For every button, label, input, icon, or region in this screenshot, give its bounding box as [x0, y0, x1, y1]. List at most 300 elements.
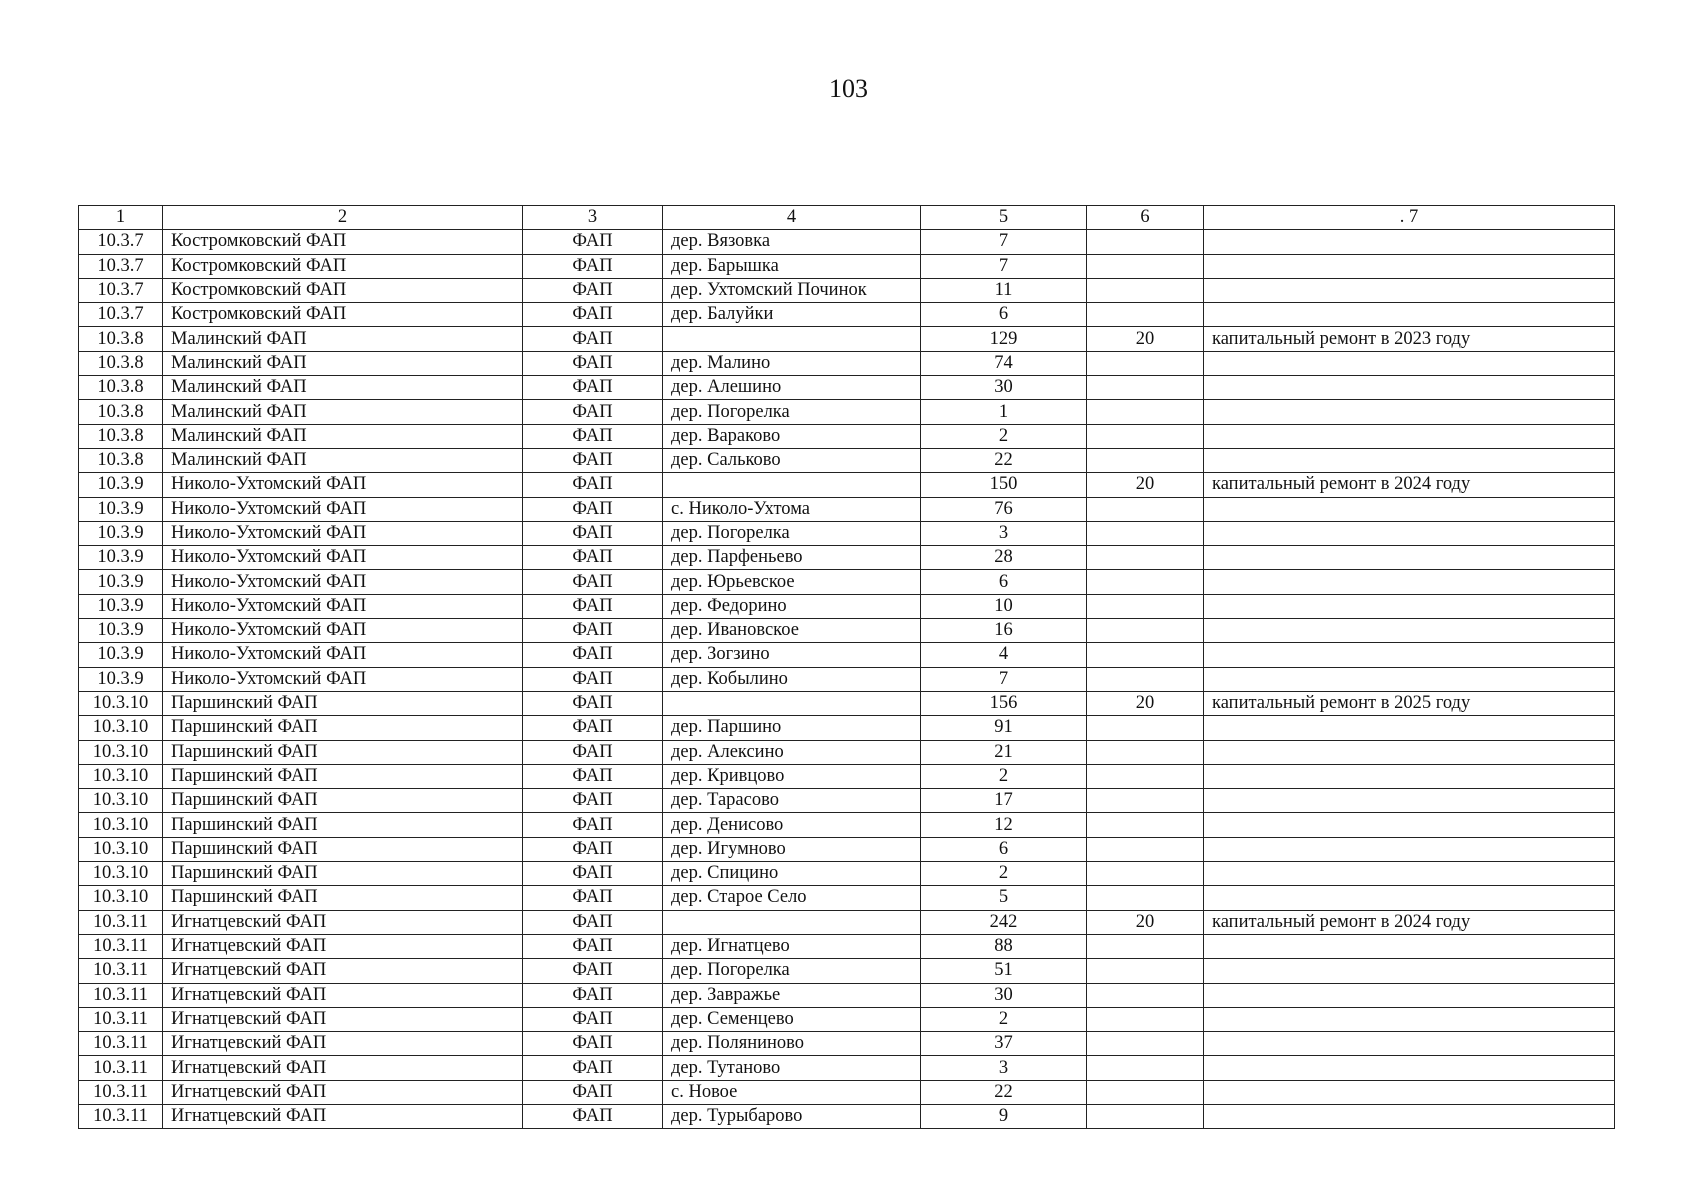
- item-number-cell: 10.3.9: [79, 667, 163, 691]
- table-row: [79, 327, 1615, 351]
- table-row: [79, 1056, 1615, 1080]
- settlement-cell: дер. Ухтомский Починок: [663, 278, 921, 302]
- note-cell: [1204, 813, 1615, 837]
- settlement-cell: дер. Паршино: [663, 716, 921, 740]
- cell-col6-cell: [1087, 837, 1204, 861]
- cell-col6-cell: [1087, 278, 1204, 302]
- facility-name-cell: Николо-Ухтомский ФАП: [163, 594, 523, 618]
- facility-name-cell: Малинский ФАП: [163, 424, 523, 448]
- table-row: [79, 910, 1615, 934]
- settlement-cell: дер. Погорелка: [663, 959, 921, 983]
- column-header: 2: [163, 206, 523, 230]
- population-cell: 2: [921, 764, 1087, 788]
- table-row: [79, 643, 1615, 667]
- note-cell: [1204, 837, 1615, 861]
- cell-col6-cell: [1087, 497, 1204, 521]
- facility-name-cell: Николо-Ухтомский ФАП: [163, 521, 523, 545]
- table-row: [79, 789, 1615, 813]
- facility-name-cell: Игнатцевский ФАП: [163, 1032, 523, 1056]
- cell-col6-cell: [1087, 764, 1204, 788]
- cell-col6-cell: [1087, 934, 1204, 958]
- facility-type-cell: ФАП: [523, 424, 663, 448]
- cell-col6-cell: 20: [1087, 691, 1204, 715]
- facility-type-cell: ФАП: [523, 351, 663, 375]
- population-cell: 5: [921, 886, 1087, 910]
- cell-col6-cell: [1087, 1056, 1204, 1080]
- cell-col6-cell: [1087, 376, 1204, 400]
- cell-col6-cell: [1087, 448, 1204, 472]
- facility-name-cell: Паршинский ФАП: [163, 862, 523, 886]
- settlement-cell: [663, 691, 921, 715]
- table-row: [79, 594, 1615, 618]
- table-row: [79, 1032, 1615, 1056]
- settlement-cell: [663, 910, 921, 934]
- note-cell: [1204, 764, 1615, 788]
- settlement-cell: с. Николо-Ухтома: [663, 497, 921, 521]
- population-cell: 22: [921, 448, 1087, 472]
- cell-col6-cell: [1087, 643, 1204, 667]
- table-row: [79, 619, 1615, 643]
- table-row: [79, 1007, 1615, 1031]
- table-row: [79, 497, 1615, 521]
- settlement-cell: дер. Юрьевское: [663, 570, 921, 594]
- population-cell: 7: [921, 230, 1087, 254]
- facility-table: [78, 205, 1615, 1129]
- item-number-cell: 10.3.10: [79, 764, 163, 788]
- note-cell: капитальный ремонт в 2024 году: [1204, 473, 1615, 497]
- note-cell: [1204, 667, 1615, 691]
- facility-type-cell: ФАП: [523, 254, 663, 278]
- column-header: . 7: [1204, 206, 1615, 230]
- cell-col6-cell: [1087, 789, 1204, 813]
- population-cell: 6: [921, 837, 1087, 861]
- settlement-cell: дер. Игумново: [663, 837, 921, 861]
- facility-name-cell: Малинский ФАП: [163, 448, 523, 472]
- table-row: [79, 691, 1615, 715]
- facility-type-cell: ФАП: [523, 497, 663, 521]
- item-number-cell: 10.3.11: [79, 934, 163, 958]
- item-number-cell: 10.3.9: [79, 521, 163, 545]
- item-number-cell: 10.3.11: [79, 983, 163, 1007]
- item-number-cell: 10.3.8: [79, 376, 163, 400]
- item-number-cell: 10.3.11: [79, 1007, 163, 1031]
- settlement-cell: дер. Тутаново: [663, 1056, 921, 1080]
- note-cell: [1204, 400, 1615, 424]
- settlement-cell: дер. Семенцево: [663, 1007, 921, 1031]
- cell-col6-cell: [1087, 1104, 1204, 1128]
- facility-type-cell: ФАП: [523, 546, 663, 570]
- facility-type-cell: ФАП: [523, 594, 663, 618]
- facility-name-cell: Николо-Ухтомский ФАП: [163, 667, 523, 691]
- cell-col6-cell: 20: [1087, 910, 1204, 934]
- facility-name-cell: Малинский ФАП: [163, 327, 523, 351]
- cell-col6-cell: [1087, 716, 1204, 740]
- settlement-cell: дер. Барышка: [663, 254, 921, 278]
- table-row: [79, 764, 1615, 788]
- facility-type-cell: ФАП: [523, 400, 663, 424]
- cell-col6-cell: 20: [1087, 327, 1204, 351]
- settlement-cell: дер. Старое Село: [663, 886, 921, 910]
- population-cell: 7: [921, 667, 1087, 691]
- table-row: [79, 983, 1615, 1007]
- settlement-cell: дер. Вязовка: [663, 230, 921, 254]
- facility-type-cell: ФАП: [523, 448, 663, 472]
- population-cell: 17: [921, 789, 1087, 813]
- facility-type-cell: ФАП: [523, 473, 663, 497]
- facility-name-cell: Николо-Ухтомский ФАП: [163, 619, 523, 643]
- note-cell: [1204, 643, 1615, 667]
- cell-col6-cell: [1087, 400, 1204, 424]
- facility-type-cell: ФАП: [523, 1007, 663, 1031]
- facility-type-cell: ФАП: [523, 1032, 663, 1056]
- facility-type-cell: ФАП: [523, 230, 663, 254]
- facility-name-cell: Малинский ФАП: [163, 351, 523, 375]
- table-row: [79, 351, 1615, 375]
- item-number-cell: 10.3.10: [79, 813, 163, 837]
- table-row: [79, 740, 1615, 764]
- note-cell: [1204, 546, 1615, 570]
- cell-col6-cell: [1087, 594, 1204, 618]
- facility-type-cell: ФАП: [523, 327, 663, 351]
- facility-name-cell: Игнатцевский ФАП: [163, 983, 523, 1007]
- cell-col6-cell: [1087, 570, 1204, 594]
- item-number-cell: 10.3.11: [79, 959, 163, 983]
- cell-col6-cell: [1087, 667, 1204, 691]
- table-row: [79, 254, 1615, 278]
- item-number-cell: 10.3.7: [79, 278, 163, 302]
- cell-col6-cell: [1087, 740, 1204, 764]
- cell-col6-cell: [1087, 521, 1204, 545]
- table-row: [79, 959, 1615, 983]
- item-number-cell: 10.3.9: [79, 643, 163, 667]
- population-cell: 74: [921, 351, 1087, 375]
- population-cell: 1: [921, 400, 1087, 424]
- facility-name-cell: Николо-Ухтомский ФАП: [163, 570, 523, 594]
- settlement-cell: дер. Малино: [663, 351, 921, 375]
- note-cell: [1204, 376, 1615, 400]
- settlement-cell: дер. Погорелка: [663, 400, 921, 424]
- facility-type-cell: ФАП: [523, 667, 663, 691]
- note-cell: [1204, 1007, 1615, 1031]
- table-row: [79, 230, 1615, 254]
- facility-type-cell: ФАП: [523, 862, 663, 886]
- facility-type-cell: ФАП: [523, 716, 663, 740]
- page-number: 103: [829, 74, 868, 103]
- note-cell: [1204, 959, 1615, 983]
- table-row: [79, 886, 1615, 910]
- population-cell: 76: [921, 497, 1087, 521]
- settlement-cell: дер. Кривцово: [663, 764, 921, 788]
- facility-type-cell: ФАП: [523, 837, 663, 861]
- note-cell: [1204, 1032, 1615, 1056]
- item-number-cell: 10.3.8: [79, 327, 163, 351]
- item-number-cell: 10.3.10: [79, 789, 163, 813]
- population-cell: 3: [921, 1056, 1087, 1080]
- settlement-cell: дер. Тарасово: [663, 789, 921, 813]
- settlement-cell: дер. Ивановское: [663, 619, 921, 643]
- settlement-cell: дер. Турыбарово: [663, 1104, 921, 1128]
- note-cell: [1204, 570, 1615, 594]
- facility-name-cell: Паршинский ФАП: [163, 764, 523, 788]
- population-cell: 37: [921, 1032, 1087, 1056]
- note-cell: [1204, 1056, 1615, 1080]
- facility-name-cell: Николо-Ухтомский ФАП: [163, 497, 523, 521]
- population-cell: 12: [921, 813, 1087, 837]
- item-number-cell: 10.3.10: [79, 691, 163, 715]
- item-number-cell: 10.3.8: [79, 448, 163, 472]
- header-row: [79, 206, 1615, 230]
- note-cell: [1204, 862, 1615, 886]
- facility-name-cell: Костромковский ФАП: [163, 254, 523, 278]
- settlement-cell: дер. Спицино: [663, 862, 921, 886]
- cell-col6-cell: [1087, 886, 1204, 910]
- population-cell: 6: [921, 303, 1087, 327]
- facility-name-cell: Игнатцевский ФАП: [163, 1056, 523, 1080]
- population-cell: 10: [921, 594, 1087, 618]
- column-header: 1: [79, 206, 163, 230]
- item-number-cell: 10.3.11: [79, 1032, 163, 1056]
- population-cell: 6: [921, 570, 1087, 594]
- facility-type-cell: ФАП: [523, 1080, 663, 1104]
- facility-type-cell: ФАП: [523, 376, 663, 400]
- note-cell: [1204, 886, 1615, 910]
- table-row: [79, 1080, 1615, 1104]
- facility-type-cell: ФАП: [523, 959, 663, 983]
- facility-name-cell: Паршинский ФАП: [163, 813, 523, 837]
- population-cell: 11: [921, 278, 1087, 302]
- facility-name-cell: Костромковский ФАП: [163, 303, 523, 327]
- item-number-cell: 10.3.8: [79, 400, 163, 424]
- settlement-cell: дер. Кобылино: [663, 667, 921, 691]
- population-cell: 28: [921, 546, 1087, 570]
- note-cell: [1204, 619, 1615, 643]
- facility-type-cell: ФАП: [523, 789, 663, 813]
- facility-name-cell: Малинский ФАП: [163, 376, 523, 400]
- item-number-cell: 10.3.10: [79, 740, 163, 764]
- population-cell: 16: [921, 619, 1087, 643]
- facility-type-cell: ФАП: [523, 619, 663, 643]
- cell-col6-cell: [1087, 546, 1204, 570]
- settlement-cell: дер. Алешино: [663, 376, 921, 400]
- table-body: [79, 230, 1615, 1129]
- facility-name-cell: Паршинский ФАП: [163, 886, 523, 910]
- column-header: 5: [921, 206, 1087, 230]
- facility-name-cell: Паршинский ФАП: [163, 691, 523, 715]
- facility-name-cell: Паршинский ФАП: [163, 837, 523, 861]
- population-cell: 2: [921, 862, 1087, 886]
- population-cell: 30: [921, 376, 1087, 400]
- facility-type-cell: ФАП: [523, 886, 663, 910]
- settlement-cell: дер. Вараково: [663, 424, 921, 448]
- table-row: [79, 837, 1615, 861]
- cell-col6-cell: [1087, 1080, 1204, 1104]
- population-cell: 21: [921, 740, 1087, 764]
- population-cell: 2: [921, 1007, 1087, 1031]
- facility-name-cell: Николо-Ухтомский ФАП: [163, 643, 523, 667]
- facility-name-cell: Игнатцевский ФАП: [163, 1104, 523, 1128]
- facility-type-cell: ФАП: [523, 643, 663, 667]
- table-row: [79, 424, 1615, 448]
- population-cell: 51: [921, 959, 1087, 983]
- note-cell: [1204, 351, 1615, 375]
- population-cell: 3: [921, 521, 1087, 545]
- note-cell: капитальный ремонт в 2023 году: [1204, 327, 1615, 351]
- facility-name-cell: Игнатцевский ФАП: [163, 959, 523, 983]
- table-row: [79, 813, 1615, 837]
- facility-name-cell: Игнатцевский ФАП: [163, 1080, 523, 1104]
- note-cell: [1204, 983, 1615, 1007]
- settlement-cell: с. Новое: [663, 1080, 921, 1104]
- facility-type-cell: ФАП: [523, 303, 663, 327]
- settlement-cell: дер. Парфеньево: [663, 546, 921, 570]
- settlement-cell: [663, 473, 921, 497]
- item-number-cell: 10.3.9: [79, 570, 163, 594]
- settlement-cell: дер. Завражье: [663, 983, 921, 1007]
- population-cell: 22: [921, 1080, 1087, 1104]
- cell-col6-cell: [1087, 983, 1204, 1007]
- cell-col6-cell: [1087, 619, 1204, 643]
- cell-col6-cell: [1087, 424, 1204, 448]
- note-cell: [1204, 1080, 1615, 1104]
- population-cell: 4: [921, 643, 1087, 667]
- item-number-cell: 10.3.8: [79, 351, 163, 375]
- item-number-cell: 10.3.10: [79, 837, 163, 861]
- item-number-cell: 10.3.9: [79, 619, 163, 643]
- population-cell: 91: [921, 716, 1087, 740]
- facility-name-cell: Паршинский ФАП: [163, 740, 523, 764]
- facility-type-cell: ФАП: [523, 740, 663, 764]
- item-number-cell: 10.3.8: [79, 424, 163, 448]
- settlement-cell: дер. Погорелка: [663, 521, 921, 545]
- population-cell: 9: [921, 1104, 1087, 1128]
- population-cell: 150: [921, 473, 1087, 497]
- column-header: 6: [1087, 206, 1204, 230]
- note-cell: [1204, 716, 1615, 740]
- population-cell: 88: [921, 934, 1087, 958]
- item-number-cell: 10.3.9: [79, 473, 163, 497]
- item-number-cell: 10.3.10: [79, 862, 163, 886]
- note-cell: [1204, 934, 1615, 958]
- settlement-cell: дер. Сальково: [663, 448, 921, 472]
- facility-type-cell: ФАП: [523, 983, 663, 1007]
- settlement-cell: дер. Алексино: [663, 740, 921, 764]
- item-number-cell: 10.3.7: [79, 230, 163, 254]
- settlement-cell: дер. Игнатцево: [663, 934, 921, 958]
- cell-col6-cell: [1087, 230, 1204, 254]
- facility-name-cell: Игнатцевский ФАП: [163, 1007, 523, 1031]
- table-row: [79, 934, 1615, 958]
- item-number-cell: 10.3.9: [79, 497, 163, 521]
- facility-type-cell: ФАП: [523, 691, 663, 715]
- item-number-cell: 10.3.11: [79, 1080, 163, 1104]
- cell-col6-cell: [1087, 959, 1204, 983]
- population-cell: 129: [921, 327, 1087, 351]
- cell-col6-cell: [1087, 862, 1204, 886]
- item-number-cell: 10.3.10: [79, 716, 163, 740]
- note-cell: [1204, 448, 1615, 472]
- cell-col6-cell: [1087, 813, 1204, 837]
- settlement-cell: [663, 327, 921, 351]
- item-number-cell: 10.3.7: [79, 254, 163, 278]
- column-header: 3: [523, 206, 663, 230]
- note-cell: [1204, 278, 1615, 302]
- note-cell: [1204, 521, 1615, 545]
- facility-name-cell: Игнатцевский ФАП: [163, 934, 523, 958]
- population-cell: 7: [921, 254, 1087, 278]
- item-number-cell: 10.3.9: [79, 546, 163, 570]
- table-row: [79, 546, 1615, 570]
- table-row: [79, 400, 1615, 424]
- population-cell: 30: [921, 983, 1087, 1007]
- facility-type-cell: ФАП: [523, 521, 663, 545]
- item-number-cell: 10.3.10: [79, 886, 163, 910]
- table-row: [79, 570, 1615, 594]
- note-cell: [1204, 497, 1615, 521]
- note-cell: [1204, 594, 1615, 618]
- facility-name-cell: Игнатцевский ФАП: [163, 910, 523, 934]
- facility-name-cell: Паршинский ФАП: [163, 716, 523, 740]
- facility-name-cell: Николо-Ухтомский ФАП: [163, 546, 523, 570]
- population-cell: 242: [921, 910, 1087, 934]
- facility-name-cell: Паршинский ФАП: [163, 789, 523, 813]
- table-row: [79, 303, 1615, 327]
- note-cell: капитальный ремонт в 2024 году: [1204, 910, 1615, 934]
- facility-type-cell: ФАП: [523, 570, 663, 594]
- cell-col6-cell: [1087, 254, 1204, 278]
- cell-col6-cell: [1087, 1007, 1204, 1031]
- table-row: [79, 862, 1615, 886]
- item-number-cell: 10.3.11: [79, 1056, 163, 1080]
- note-cell: [1204, 303, 1615, 327]
- note-cell: [1204, 740, 1615, 764]
- facility-type-cell: ФАП: [523, 934, 663, 958]
- settlement-cell: дер. Денисово: [663, 813, 921, 837]
- note-cell: [1204, 1104, 1615, 1128]
- note-cell: капитальный ремонт в 2025 году: [1204, 691, 1615, 715]
- note-cell: [1204, 789, 1615, 813]
- cell-col6-cell: [1087, 1032, 1204, 1056]
- facility-name-cell: Костромковский ФАП: [163, 278, 523, 302]
- table-row: [79, 1104, 1615, 1128]
- facility-name-cell: Костромковский ФАП: [163, 230, 523, 254]
- facility-type-cell: ФАП: [523, 813, 663, 837]
- settlement-cell: дер. Зогзино: [663, 643, 921, 667]
- settlement-cell: дер. Федорино: [663, 594, 921, 618]
- facility-type-cell: ФАП: [523, 764, 663, 788]
- facility-type-cell: ФАП: [523, 278, 663, 302]
- note-cell: [1204, 230, 1615, 254]
- item-number-cell: 10.3.7: [79, 303, 163, 327]
- table-row: [79, 376, 1615, 400]
- column-header: 4: [663, 206, 921, 230]
- item-number-cell: 10.3.11: [79, 1104, 163, 1128]
- table-row: [79, 521, 1615, 545]
- cell-col6-cell: [1087, 303, 1204, 327]
- facility-type-cell: ФАП: [523, 1056, 663, 1080]
- population-cell: 2: [921, 424, 1087, 448]
- facility-type-cell: ФАП: [523, 1104, 663, 1128]
- facility-type-cell: ФАП: [523, 910, 663, 934]
- table-row: [79, 473, 1615, 497]
- table-row: [79, 667, 1615, 691]
- cell-col6-cell: [1087, 351, 1204, 375]
- cell-col6-cell: 20: [1087, 473, 1204, 497]
- facility-name-cell: Малинский ФАП: [163, 400, 523, 424]
- note-cell: [1204, 424, 1615, 448]
- table-row: [79, 448, 1615, 472]
- item-number-cell: 10.3.11: [79, 910, 163, 934]
- note-cell: [1204, 254, 1615, 278]
